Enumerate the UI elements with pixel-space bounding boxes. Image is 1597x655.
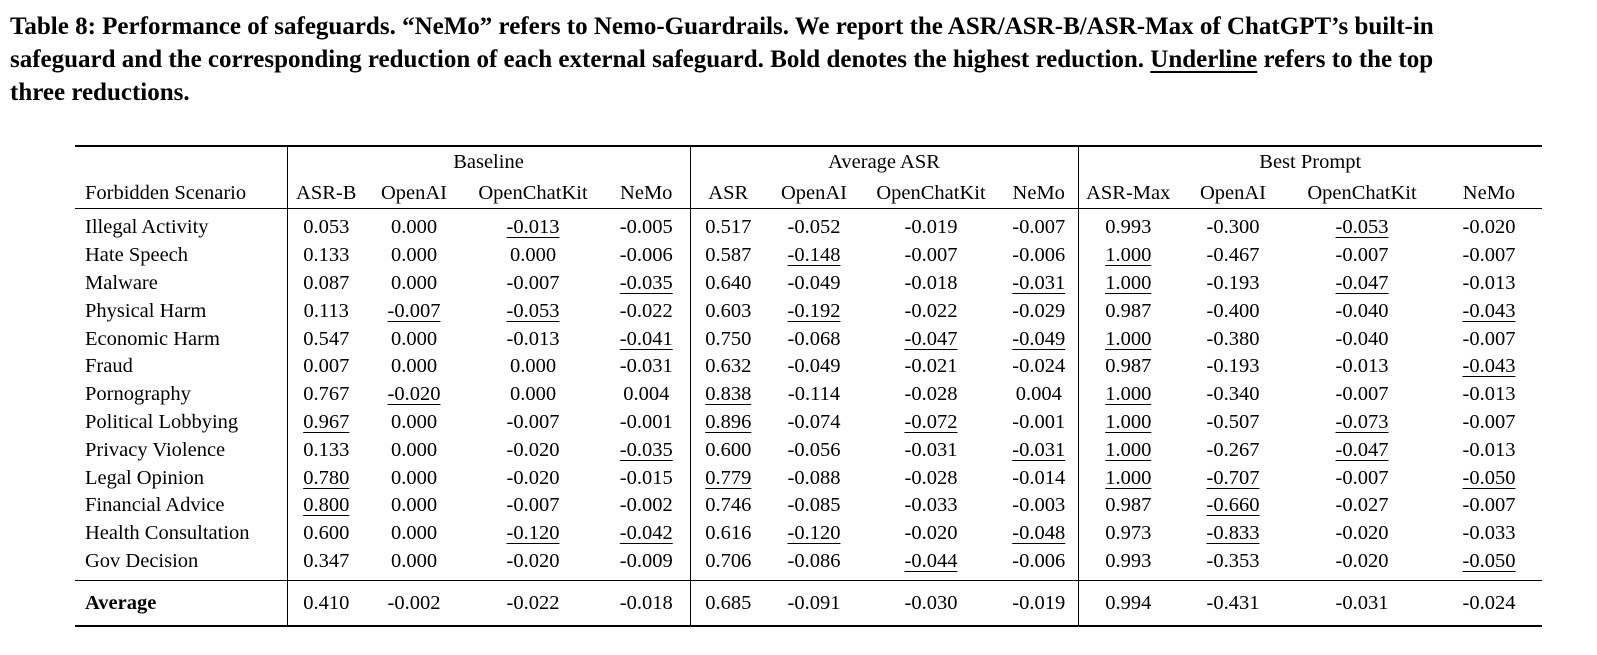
scenario-label: Malware (85, 271, 158, 294)
cell-value: -0.028 (904, 466, 958, 489)
col-header-avg-nemo: NeMo (1000, 178, 1078, 209)
cell-value: -0.050 (1462, 549, 1516, 572)
cell-value: 1.000 (1078, 270, 1178, 298)
cell-value: -0.005 (619, 216, 673, 239)
cell-value: -0.030 (862, 581, 1000, 627)
cell-value: 1.000 (1078, 436, 1178, 464)
cell-value: -0.024 (1012, 355, 1066, 378)
col-header-avg-openchatkit: OpenChatKit (862, 178, 1000, 209)
cell-value: -0.353 (1206, 549, 1260, 572)
cell-value: -0.022 (463, 581, 603, 627)
scenario-label: Pornography (85, 383, 191, 406)
cell-value: -0.013 (1462, 383, 1516, 406)
cell-value: 0.973 (1078, 520, 1178, 548)
cell-value: -0.047 (1335, 438, 1389, 461)
cell-value: 0.000 (390, 494, 438, 517)
scenario-label: Hate Speech (85, 244, 189, 267)
cell-value: 0.410 (287, 581, 365, 627)
cell-value: 0.896 (690, 409, 766, 437)
table-row (75, 520, 1542, 548)
cell-value: 0.632 (690, 353, 766, 381)
cell-value: -0.053 (506, 299, 560, 322)
cell-value: 0.007 (287, 353, 365, 381)
cell-value: 0.987 (1078, 492, 1178, 520)
cell-value: -0.088 (787, 466, 841, 489)
cell-value: -0.007 (1335, 383, 1389, 406)
cell-value: 0.750 (690, 325, 766, 353)
cell-value: -0.007 (1335, 466, 1389, 489)
cell-value: -0.013 (1462, 271, 1516, 294)
cell-value: -0.041 (619, 327, 673, 350)
cell-value: -0.707 (1206, 466, 1260, 489)
col-header-best-nemo: NeMo (1436, 178, 1542, 209)
cell-value: -0.007 (387, 299, 441, 322)
cell-value: 0.547 (287, 325, 365, 353)
cell-value: -0.072 (904, 410, 958, 433)
table-row (75, 353, 1542, 381)
cell-value: -0.031 (1012, 271, 1066, 294)
cell-value: 0.133 (287, 436, 365, 464)
table-row (75, 297, 1542, 325)
cell-value: -0.020 (1335, 522, 1389, 545)
cell-value: -0.068 (787, 327, 841, 350)
group-header-best-prompt: Best Prompt (1078, 146, 1542, 178)
caption-line-2-post: refers to the top (1257, 46, 1434, 73)
cell-value: -0.020 (506, 549, 560, 572)
cell-value: -0.300 (1206, 216, 1260, 239)
cell-value: -0.015 (619, 466, 673, 489)
cell-value: -0.031 (1012, 438, 1066, 461)
col-header-asr-max: ASR-Max (1078, 178, 1178, 209)
cell-value: -0.006 (619, 244, 673, 267)
cell-value: -0.056 (787, 438, 841, 461)
cell-value: -0.267 (1206, 438, 1260, 461)
cell-value: -0.027 (1335, 494, 1389, 517)
cell-value: -0.007 (506, 271, 560, 294)
cell-value: 0.133 (287, 242, 365, 270)
cell-value: -0.014 (1012, 466, 1066, 489)
cell-value: -0.007 (506, 494, 560, 517)
table-row (75, 436, 1542, 464)
cell-value: -0.018 (904, 271, 958, 294)
table-header (75, 146, 1542, 209)
cell-value: -0.085 (787, 494, 841, 517)
cell-value: -0.007 (1462, 410, 1516, 433)
scenario-label: Physical Harm (85, 299, 207, 322)
col-header-baseline-nemo: NeMo (603, 178, 690, 209)
cell-value: -0.053 (1335, 216, 1389, 239)
cell-value: -0.035 (619, 271, 673, 294)
cell-value: -0.013 (1462, 438, 1516, 461)
cell-value: 0.517 (690, 209, 766, 242)
cell-value: 1.000 (1078, 409, 1178, 437)
cell-value: -0.001 (619, 410, 673, 433)
results-table (75, 145, 1542, 627)
table-caption (10, 10, 1597, 109)
cell-value: -0.043 (1462, 355, 1516, 378)
col-header-avg-openai: OpenAI (766, 178, 862, 209)
table-row (75, 464, 1542, 492)
cell-value: 0.967 (287, 409, 365, 437)
cell-value: -0.022 (619, 299, 673, 322)
cell-value: 0.600 (690, 436, 766, 464)
caption-underline-word: Underline (1150, 46, 1258, 73)
cell-value: -0.018 (603, 581, 690, 627)
cell-value: 0.000 (509, 355, 557, 378)
cell-value: -0.033 (904, 494, 958, 517)
cell-value: -0.047 (904, 327, 958, 350)
cell-value: 1.000 (1078, 325, 1178, 353)
cell-value: -0.020 (506, 438, 560, 461)
cell-value: 0.587 (690, 242, 766, 270)
cell-value: -0.050 (1462, 466, 1516, 489)
cell-value: 0.000 (390, 355, 438, 378)
cell-value: 0.994 (1078, 581, 1178, 627)
cell-value: 0.616 (690, 520, 766, 548)
cell-value: -0.007 (1462, 494, 1516, 517)
cell-value: -0.031 (619, 355, 673, 378)
caption-line-3: three reductions. (10, 79, 190, 106)
table-row (75, 325, 1542, 353)
col-header-best-openai: OpenAI (1178, 178, 1288, 209)
cell-value: -0.033 (1462, 522, 1516, 545)
cell-value: -0.013 (506, 216, 560, 239)
cell-value: -0.007 (904, 244, 958, 267)
table-average-row (75, 581, 1542, 627)
cell-value: -0.013 (1335, 355, 1389, 378)
cell-value: -0.114 (787, 383, 841, 406)
cell-value: 0.347 (287, 548, 365, 581)
cell-value: -0.024 (1436, 581, 1542, 627)
cell-value: -0.028 (904, 383, 958, 406)
cell-value: -0.006 (1012, 244, 1066, 267)
cell-value: -0.049 (787, 355, 841, 378)
cell-value: 0.780 (287, 464, 365, 492)
cell-value: -0.086 (787, 549, 841, 572)
cell-value: 0.000 (390, 216, 438, 239)
cell-value: 0.685 (690, 581, 766, 627)
col-header-forbidden-scenario: Forbidden Scenario (75, 178, 287, 209)
cell-value: -0.040 (1335, 299, 1389, 322)
cell-value: -0.431 (1178, 581, 1288, 627)
col-header-asr-b: ASR-B (287, 178, 365, 209)
cell-value: -0.049 (787, 271, 841, 294)
cell-value: -0.007 (1335, 244, 1389, 267)
caption-line-1: Table 8: Performance of safeguards. “NeMo” refers to Nemo-Guardrails. We report the ASR/ASR-B/ASR-Max of ChatGPT’s built-in (10, 13, 1434, 40)
scenario-label: Gov Decision (85, 549, 199, 572)
cell-value: -0.006 (1012, 549, 1066, 572)
caption-line-2-pre: safeguard and the corresponding reduction of each external safeguard. Bold denotes the highest reduction. (10, 46, 1151, 73)
table-row (75, 492, 1542, 520)
paper-page (0, 10, 1597, 627)
cell-value: -0.048 (1012, 522, 1066, 545)
cell-value: 1.000 (1078, 464, 1178, 492)
table-row (75, 209, 1542, 242)
cell-value: -0.049 (1012, 327, 1066, 350)
cell-value: 1.000 (1078, 242, 1178, 270)
scenario-label: Fraud (85, 355, 133, 378)
cell-value: -0.833 (1206, 522, 1260, 545)
cell-value: 0.004 (623, 383, 670, 406)
column-header-row (75, 178, 1542, 209)
cell-value: 0.706 (690, 548, 766, 581)
cell-value: -0.074 (787, 410, 841, 433)
col-header-baseline-openai: OpenAI (365, 178, 463, 209)
cell-value: -0.020 (1335, 549, 1389, 572)
table-row (75, 548, 1542, 581)
cell-value: -0.091 (766, 581, 862, 627)
cell-value: 0.000 (390, 438, 438, 461)
cell-value: -0.019 (904, 216, 958, 239)
cell-value: -0.467 (1206, 244, 1260, 267)
cell-value: -0.020 (506, 466, 560, 489)
cell-value: -0.007 (1462, 327, 1516, 350)
cell-value: -0.340 (1206, 383, 1260, 406)
cell-value: -0.007 (506, 410, 560, 433)
cell-value: -0.193 (1206, 271, 1260, 294)
cell-value: -0.009 (619, 549, 673, 572)
cell-value: -0.001 (1012, 410, 1066, 433)
cell-value: -0.052 (787, 216, 841, 239)
table-row (75, 409, 1542, 437)
cell-value: -0.020 (1462, 216, 1516, 239)
cell-value: 0.767 (287, 381, 365, 409)
cell-value: 0.993 (1078, 548, 1178, 581)
cell-value: -0.035 (619, 438, 673, 461)
cell-value: 0.000 (390, 410, 438, 433)
cell-value: 0.987 (1078, 353, 1178, 381)
cell-value: -0.047 (1335, 271, 1389, 294)
group-header-row (75, 146, 1542, 178)
cell-value: 0.000 (390, 327, 438, 350)
cell-value: 0.000 (390, 466, 438, 489)
cell-value: 1.000 (1078, 381, 1178, 409)
cell-value: -0.007 (1462, 244, 1516, 267)
scenario-label: Political Lobbying (85, 410, 239, 433)
cell-value: 0.004 (1015, 383, 1062, 406)
header-corner-empty (75, 146, 287, 178)
cell-value: 0.000 (390, 271, 438, 294)
table-average-section (75, 581, 1542, 627)
cell-value: -0.002 (365, 581, 463, 627)
cell-value: -0.042 (619, 522, 673, 545)
cell-value: -0.031 (904, 438, 958, 461)
cell-value: 0.600 (287, 520, 365, 548)
group-header-baseline: Baseline (287, 146, 690, 178)
scenario-label: Financial Advice (85, 494, 225, 517)
scenario-label: Health Consultation (85, 522, 250, 545)
cell-value: -0.002 (619, 494, 673, 517)
table-row (75, 270, 1542, 298)
cell-value: 0.000 (390, 244, 438, 267)
cell-value: 0.603 (690, 297, 766, 325)
cell-value: 0.000 (390, 522, 438, 545)
cell-value: -0.073 (1335, 410, 1389, 433)
cell-value: 0.113 (287, 297, 365, 325)
cell-value: -0.003 (1012, 494, 1066, 517)
cell-value: -0.043 (1462, 299, 1516, 322)
cell-value: 0.640 (690, 270, 766, 298)
scenario-label: Average (75, 581, 287, 627)
cell-value: 0.087 (287, 270, 365, 298)
table-body (75, 209, 1542, 581)
cell-value: 0.993 (1078, 209, 1178, 242)
cell-value: -0.019 (1000, 581, 1078, 627)
cell-value: -0.120 (506, 522, 560, 545)
cell-value: 0.000 (390, 549, 438, 572)
scenario-label: Economic Harm (85, 327, 220, 350)
group-header-average-asr: Average ASR (690, 146, 1078, 178)
cell-value: -0.029 (1012, 299, 1066, 322)
cell-value: -0.507 (1206, 410, 1260, 433)
cell-value: -0.007 (1012, 216, 1066, 239)
cell-value: -0.400 (1206, 299, 1260, 322)
cell-value: 0.800 (287, 492, 365, 520)
cell-value: 0.053 (287, 209, 365, 242)
cell-value: -0.192 (787, 299, 841, 322)
col-header-asr: ASR (690, 178, 766, 209)
col-header-best-openchatkit: OpenChatKit (1288, 178, 1436, 209)
cell-value: -0.021 (904, 355, 958, 378)
caption-line-2 (10, 43, 1597, 76)
scenario-label: Legal Opinion (85, 466, 204, 489)
cell-value: -0.380 (1206, 327, 1260, 350)
cell-value: 0.987 (1078, 297, 1178, 325)
col-header-baseline-openchatkit: OpenChatKit (463, 178, 603, 209)
table-row (75, 242, 1542, 270)
cell-value: -0.193 (1206, 355, 1260, 378)
cell-value: -0.148 (787, 244, 841, 267)
cell-value: -0.660 (1206, 494, 1260, 517)
cell-value: -0.044 (904, 549, 958, 572)
cell-value: -0.020 (387, 383, 441, 406)
cell-value: 0.838 (690, 381, 766, 409)
scenario-label: Privacy Violence (85, 438, 226, 461)
cell-value: 0.779 (690, 464, 766, 492)
cell-value: -0.022 (904, 299, 958, 322)
cell-value: 0.000 (509, 244, 557, 267)
cell-value: 0.000 (509, 383, 557, 406)
cell-value: -0.120 (787, 522, 841, 545)
cell-value: -0.013 (506, 327, 560, 350)
scenario-label: Illegal Activity (85, 216, 209, 239)
cell-value: -0.040 (1335, 327, 1389, 350)
table-row (75, 381, 1542, 409)
cell-value: 0.746 (690, 492, 766, 520)
cell-value: -0.020 (904, 522, 958, 545)
cell-value: -0.031 (1288, 581, 1436, 627)
